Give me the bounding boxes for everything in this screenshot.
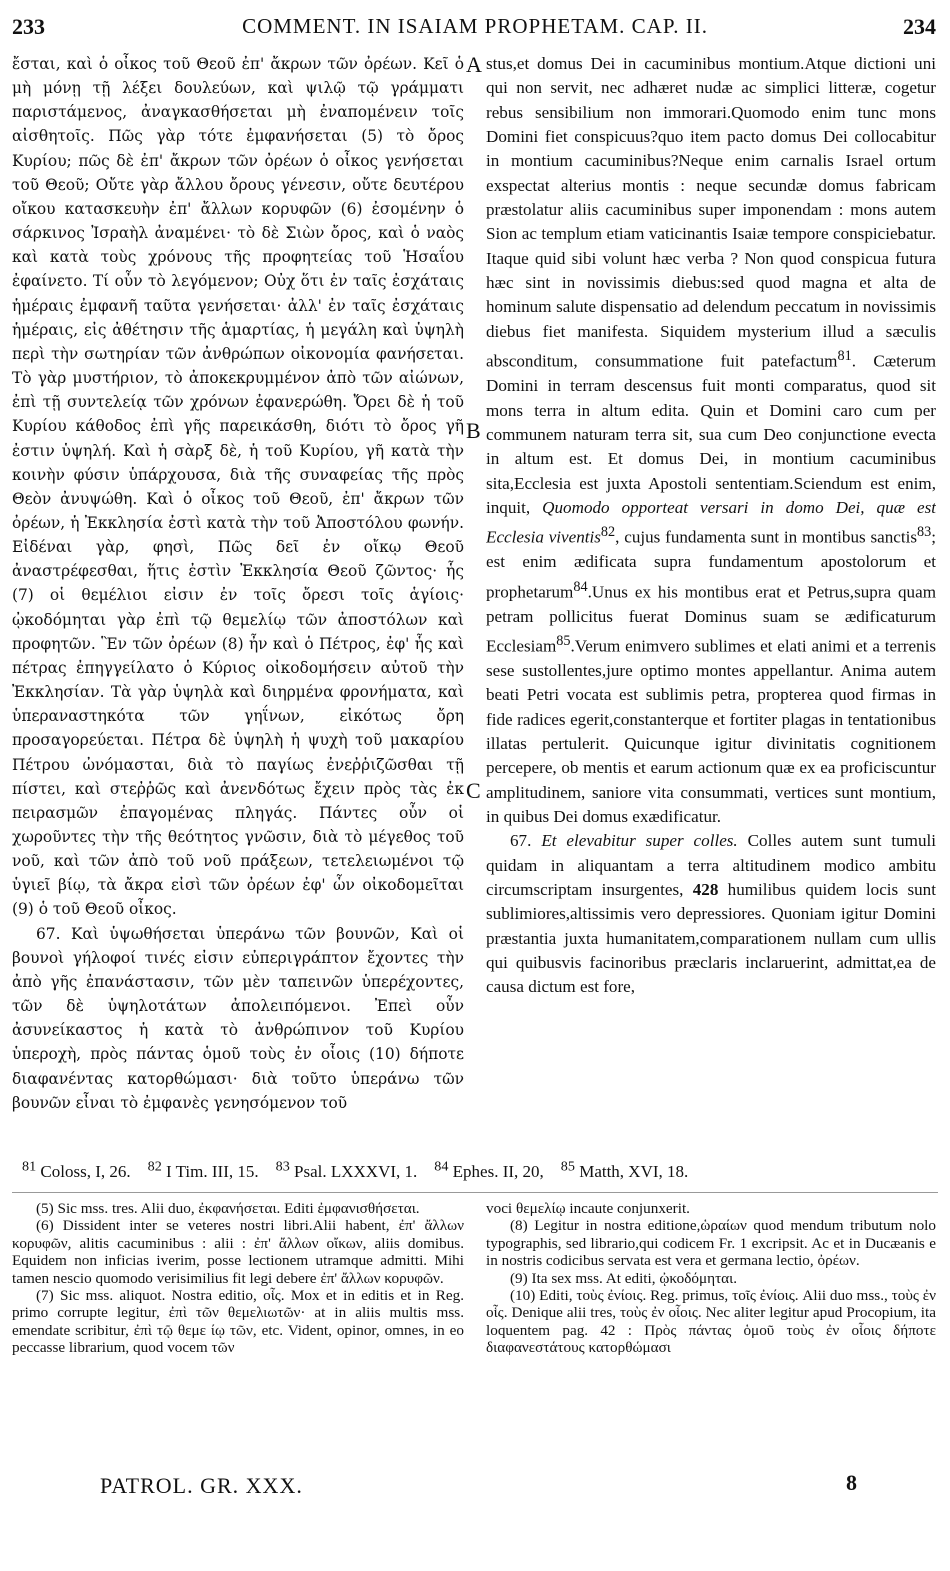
- scripture-ref: $^{82}$ I Tim. III, 15.: [147, 1158, 259, 1181]
- series-signature: PATROL. GR. XXX.: [100, 1473, 303, 1498]
- divider: [12, 1192, 938, 1193]
- scripture-references: [22, 1158, 942, 1182]
- footnote-ref-85: 85: [556, 632, 571, 649]
- page-number-left: 233: [12, 14, 45, 39]
- margin-letter-c: C: [466, 778, 481, 803]
- note: (5) Sic mss. tres. Alii duo, ἐκφανήσεται. Editi ἐμφανισθήσεται.: [36, 1200, 420, 1217]
- latin-column: [486, 52, 936, 1148]
- scripture-ref: $^{84}$ Ephes. II, 20,: [434, 1158, 544, 1181]
- greek-paragraph-2: 67. Καὶ ὑψωθήσεται ὑπεράνω τῶν βουνῶν, Καὶ οἱ βουνοὶ γήλοφοί τινές εἰσιν εὐπεριγράπτον ἔχοντες τὴν ἀπὸ γῆς ἐπανάστασιν, τῶν μὲν ταπεινῶν ὑπερέχοντες, τῶν δὲ ὑψηλοτάτων ἀπολειπόμενοι. Ἐπεὶ οὖν ἀσυνείκαστος ἡ κατὰ τὸ ἀνθρώπινον τοῦ Κυρίου ὑπεροχὴ, πρὸς πάντας ὁμοῦ τοὺς ἐν οἷοις (10) δήποτε διαφανέντας κατορθώμασι· διὰ τοῦτο ὑπεράνω τῶν βουνῶν εἶναι τὸ ἐμφανὲς γενησόμενον τοῦ: [12, 924, 464, 1112]
- latin-text: stus,et domus Dei in cacuminibus montium.Atque dictioni uni qui non servit, nec adhæret nudæ ac simplici litteræ, cogetur rebus sensibilium non immorari.Quomodo enim tunc mons Domini fiet conspicuus?quo item pacto domus Dei collocabitur in montium cacuminibus?Neque enim carnalis Israel ortum exspectat alterius montis : neque secundæ domus fabricam præstolatur aliis cacuminibus super imponendam : mons autem Sion ac templum etiam vaticinantis Isaiæ tempore conspiciebatur. Itaque quid sibi volunt hæc verba ? Non quod conspicua futura hæc sint in novissimis diebus:sed quod magna et alta de hominum salute dispensatio ad delendum peccatum in novissimis diebus fiet manifesta. Siquidem mysterium illud a sæculis absconditum, consummatione fuit patefactum: [486, 54, 936, 371]
- latin-text: ; est enim ædificata supra fundamentum apostolorum et prophetarum: [486, 527, 936, 602]
- verse-number: 67.: [510, 831, 532, 851]
- footnote-ref-82: 82: [600, 524, 616, 541]
- latin-text: .Unus ex his montibus erat et Petrus,supra quam petram pollicitus fuerat Dominus suam se ædificaturum Ecclesiam: [486, 582, 936, 656]
- note: (8) Legitur in nostra editione,ὡραίων quod mendum tributum nolo typographis, sed librario,qui codicem Fr. 1 excripsit. Ac et in Ducæanis e in nostris codicibus servata est vera et germana lectio, ὀρέων.: [486, 1217, 936, 1270]
- greek-column: [12, 52, 464, 1148]
- note: (7) Sic mss. aliquot. Nostra editio, οἷς. Mox et in editis et in Reg. primo corrupte legitur, ἐπὶ τῶν θεμελιωτῶν· at in aliis multis mss. emendate scribitur, ἐπὶ τῷ θεμε ίῳ τῶν, etc. Vident, opinor, omnes, in eo peccasse librarium, quod vocem τῶν: [12, 1287, 464, 1357]
- note: (10) Editi, τοὺς ἐνίοις. Reg. primus, τοῖς ἐνίοις. Alii duo mss., τοὺς ἐν οἷς. Denique alii tres, τοὺς ἐν οἷοις. Nec aliter legitur apud Procopium, ita loquentem pag. 42 : Πρὸς πάντας ὁμοῦ τοὺς ἐν οἷοις δήποτε διαφανεστάτους κατορθώμασι: [486, 1287, 936, 1357]
- latin-quote: Quomodo opporteat versari in domo Dei, quæ est Ecclesia viventis: [486, 497, 936, 547]
- page-number-right: 234: [903, 14, 936, 39]
- footnote-ref-84: 84: [573, 578, 588, 595]
- latin-paragraph-1: [486, 52, 936, 829]
- greek-paragraph-1: ἔσται, καὶ ὁ οἶκος τοῦ Θεοῦ ἐπ' ἄκρων τῶν ὀρέων. Κεῖ ὁ μὴ μόνῃ τῇ λέξει δουλεύων, καὶ ψιλῷ τῷ γράμματι παριστάμενος, ἀναγκασθήσεται μὴ ἐναπομένειν τοῖς αἰσθητοῖς. Πῶς γὰρ τότε ἐμφανήσεται (5) τὸ ὄρος Κυρίου; πῶς δὲ ἐπ' ἄκρων τῶν ὀρέων ὁ οἶκος γενήσεται τοῦ Θεοῦ; Οὔτε γὰρ ἄλλου ὄρους γένεσιν, οὔτε δευτέρου οἴκου κατασκευὴν ἐπ' ἄλλων κορυφῶν (6) ἐσομένην ὁ σάρκινος Ἰσραὴλ ἀναμένει· τὸ δὲ Σιὼν ὄρος, καὶ ὁ ναὸς καὶ κατὰ τοὺς χρόνους τῆς προφητείας τοῦ Ἡσαΐου ἐφαίνετο. Τί οὖν τὸ λεγόμενον; Οὐχ ὅτι ἐν ταῖς ἐσχάταις ἡμέραις ἐμφανῆ ταῦτα γενήσεται· ἀλλ' ἐν ταῖς ἐσχάταις ἡμέραις, εἰς ἀθέτησιν τῆς ἁμαρτίας, ἡ μεγάλη καὶ ὑψηλὴ περὶ τὴν σωτηρίαν τῶν ἀνθρώπων οἰκονομία φανήσεται. Τὸ γὰρ μυστήριον, τὸ ἀποκεκρυμμένον ἀπὸ τῶν αἰώνων, ἐπὶ τῇ συντελείᾳ τῶν χρόνων ἐφανερώθη. Ὄρει δὲ ἡ τοῦ Κυρίου κάθοδος ἐπὶ γῆς παρεικάσθη, διότι τὸ ὄρος γῆ ἐστιν ὑψηλή. Καὶ ἡ σὰρξ δὲ, ἡ τοῦ Κυρίου, γῆ κατὰ τὴν κοινὴν φύσιν ὑπάρχουσα, διὰ τῆς συναφείας τῆς πρὸς Θεὸν ἀνυψώθη. Καὶ ὁ οἶκος τοῦ Θεοῦ, ἐπ' ἄκρων τῶν ὀρέων, ἡ Ἐκκλησία ἐστὶ κατὰ τὴν τοῦ Ἀποστόλου φωνήν. Εἰδέναι γὰρ, φησὶ, Πῶς δεῖ ἐν οἴκῳ Θεοῦ ἀναστρέφεσθαι, ἥτις ἐστὶν Ἐκκλησία Θεοῦ ζῶντος· ἧς (7) οἱ θεμέλιοι εἰσιν ἐν τοῖς ὄρεσι τοῖς ἁγίοις· ᾠκοδόμηται γὰρ ἐπὶ τῷ θεμελίῳ τῶν ἀποστόλων καὶ προφητῶν. Ἓν τῶν ὀρέων (8) ἦν καὶ ὁ Πέτρος, ἐφ' ἧς καὶ πέτρας ἐπηγγείλατο ὁ Κύριος οἰκοδομήσειν αὐτοῦ τὴν Ἐκκλησίαν. Τὰ γὰρ ὑψηλὰ καὶ διηρμένα φρονήματα, καὶ ὑπεραναστηκότα τῶν γηΐνων, εἰκότως ὄρη προσαγορεύεται. Πέτρα δὲ ὑψηλὴ ἡ ψυχὴ τοῦ μακαρίου Πέτρου ὠνόμασται, διὰ τὸ παγίως ἐνεῤῥιζῶσθαι τῇ πίστει, καὶ στεῤῥῶς καὶ ἀνενδότως ἔχειν πρὸς τὰς ἐκ πειρασμῶν ἐπαγομένας πληγάς. Πάντες οὖν οἱ χωροῦντες τὴν τῆς θεότητος γνῶσιν, διὰ τὸ μέγεθος τοῦ νοῦ, καὶ τῶν ἀπὸ τοῦ νοῦ πράξεων, τετελειωμένοι τῷ ὑγιεῖ βίῳ, τὰ ἄκρα εἰσὶ τῶν ὀρέων ἐφ' ὧν οἰκοδομεῖται (9) ὁ τοῦ Θεοῦ οἶκος.: [12, 55, 464, 919]
- note: (6) Dissident inter se veteres nostri libri.Alii habent, ἐπ' ἄλλων κορυφῶν, alitis cacuminibus : alii : ἐπ' ἄλλων οἴκων, aliis domibus. Equidem non inficias iverim, posse lectionem utramque admitti. Mihi tamen nescio quomodo verisimilius fit legi debere ἐπ' ἄλλων κορυφῶν.: [12, 1217, 464, 1287]
- notes-left-column: [12, 1200, 464, 1450]
- scripture-ref: $^{81}$ Coloss, I, 26.: [22, 1158, 131, 1181]
- notes-right-column: [486, 1200, 936, 1450]
- running-title: COMMENT. IN ISAIAM PROPHETAM. CAP. II.: [242, 14, 708, 38]
- latin-paragraph-2: [486, 829, 936, 999]
- signature-number: 8: [846, 1470, 857, 1495]
- scripture-ref: $^{85}$ Matth, XVI, 18.: [560, 1158, 689, 1181]
- margin-letter-b: B: [466, 418, 481, 443]
- verse-lemma: Et elevabitur super colles.: [541, 831, 738, 851]
- scripture-ref: $^{83}$ Psal. LXXXVI, 1.: [275, 1158, 418, 1181]
- latin-text: Colles autem sunt tumuli quidam in aliquantam a terra altitudinem modico ambitu circumscriptam insurgentes,: [486, 831, 936, 900]
- note: voci θεμελίῳ incaute conjunxerit.: [486, 1200, 690, 1217]
- latin-text: .Verum enimvero sublimes et elati animi et a terrenis sese sustollentes,jure optimo montes appellantur. Anima autem beati Petri vocata est sublimis petra, propterea quod firmas in fide radices egerit,constanterque et fortiter plagas in tentationibus illatas pertulerit. Quicunque igitur divinitatis cognitionem percepere, ob mentis et earum actionum quæ ex ea proficiscuntur amplitudinem, saniore vita consummati, vertices sunt montium, in quibus Dei domus exædificatur.: [486, 636, 936, 827]
- footnote-ref-81: 81: [837, 348, 852, 365]
- footnote-ref-83: 83: [917, 524, 932, 541]
- latin-text: . Cæterum Domini in terram descensus fuit monti comparatus, quod sit mons terra in altum edita. Quin et Domini caro cum per communem naturam terra sit, sua cum Deo conjunctione evecta in altum est. Et domus Dei, in montium cacuminibus sita,Ecclesia est juxta Apostoli sententiam.Sciendum est enim, inquit,: [486, 351, 936, 517]
- margin-letter-a: A: [466, 52, 482, 77]
- running-header: [0, 14, 950, 42]
- latin-text: humilibus quidem locis sunt sublimiores,altissimis vero depressiores. Quoniam igitur Domini præstantia juxta humanitatem,comparationem nullam cum ullis qui quibusvis facinoribus præclaris inclaruerint, admittat,ea de causa dictum est fore,: [486, 880, 936, 997]
- latin-text: , cujus fundamenta sunt in montibus sanctis: [615, 527, 917, 547]
- column-number-marker: 428: [692, 880, 719, 900]
- note: (9) Ita sex mss. At editi, ᾠκοδόμηται.: [510, 1269, 738, 1287]
